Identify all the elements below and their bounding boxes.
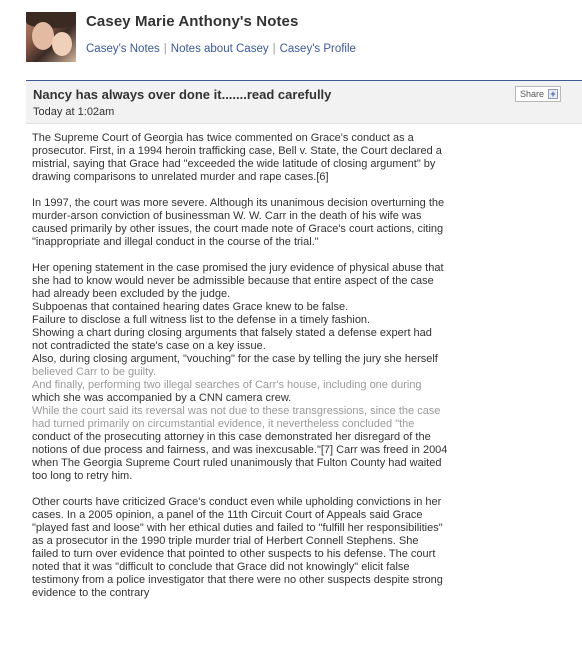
note-line: when The Georgia Supreme Court ruled unanimously that Fulton County had waited: [32, 457, 442, 469]
note-line: And finally, performing two illegal searches of Carr's house, including one during: [32, 379, 422, 391]
note-line: In 1997, the court was more severe. Although its unanimous decision overturning the: [32, 197, 445, 209]
note-line: too long to retry him.: [32, 470, 133, 482]
note-paragraph: [32, 496, 522, 600]
note-line: she had to know would never be admissible because that entire aspect of the case: [32, 275, 434, 287]
note-line: Subpoenas that contained hearing dates Grace knew to be false.: [32, 301, 349, 313]
note-line: Showing a chart during closing arguments that falsely stated a defense expert had: [32, 327, 432, 339]
note-line: While the court said its reversal was not due to these transgressions, since the case: [32, 405, 441, 417]
note-line: failed to turn over evidence that pointed to other suspects to his defense. The court: [32, 548, 436, 560]
plus-icon: +: [548, 89, 558, 99]
note-line: drawing comparisons to unrelated murder and rape cases.[6]: [32, 171, 329, 183]
note-line: Failure to disclose a full witness list to the defense in a timely fashion.: [32, 314, 371, 326]
avatar[interactable]: [26, 12, 76, 62]
note-line: Also, during closing argument, "vouching" for the case by telling the jury she herself: [32, 353, 438, 365]
note-line: murder-arson conviction of businessman W. W. Carr in the death of his wife was: [32, 210, 422, 222]
note-line: prosecutor. First, in a 1994 heroin trafficking case, Bell v. State, the Court declared a: [32, 145, 442, 157]
nav-link-notes-about-casey[interactable]: Notes about Casey: [170, 43, 269, 55]
note-paragraph: [32, 262, 522, 483]
note-line: as a prosecutor in the 1990 triple murder trial of Herbert Connell Stephens. She: [32, 535, 419, 547]
note-line: notions of due process and fairness, and was inexcusable."[7] Carr was freed in 2004: [32, 444, 448, 456]
note-line: had turned primarily on circumstantial evidence, it nevertheless concluded "the: [32, 418, 415, 430]
note-body: [32, 132, 522, 613]
note-line: believed Carr to be guilty.: [32, 366, 156, 378]
note-line: "inappropriate and illegal conduct in the course of the trial.": [32, 236, 319, 248]
note-line: noted that it was "difficult to conclude that Grace did not knowingly" elicit false: [32, 561, 410, 573]
note-line: "played fast and loose" with her ethical duties and failed to "fulfill her responsibilities": [32, 522, 443, 534]
note-timestamp: Today at 1:02am: [33, 106, 115, 118]
nav-link-casey-notes[interactable]: Casey's Notes: [86, 43, 160, 55]
share-button[interactable]: [515, 86, 561, 102]
note-line: The Supreme Court of Georgia has twice commented on Grace's conduct as a: [32, 132, 414, 144]
nav-link-casey-profile[interactable]: Casey's Profile: [279, 43, 356, 55]
note-line: mistrial, saying that Grace had "exceeded the wide latitude of closing argument" by: [32, 158, 436, 170]
note-header: [26, 81, 582, 124]
note-line: not contradicted the state's case on a key issue.: [32, 340, 266, 352]
note-line: conduct of the prosecuting attorney in this case demonstrated her disregard of the: [32, 431, 431, 443]
note-line: testimony from a police investigator that there were no other suspects despite strong: [32, 574, 443, 586]
note-paragraph: [32, 197, 522, 249]
profile-header: [0, 0, 582, 78]
note-line: evidence to the contrary: [32, 587, 150, 599]
notes-subnav: Casey's Notes | Notes about Casey | Casey's Profile: [86, 43, 356, 55]
note-paragraph: [32, 132, 522, 184]
note-title[interactable]: Nancy has always over done it.......read carefully: [33, 87, 332, 102]
note-line: caused primarily by other issues, the court made note of Grace's court actions, citing: [32, 223, 444, 235]
page-title: Casey Marie Anthony's Notes: [86, 13, 299, 30]
share-label: Share: [520, 89, 545, 99]
note-line: had already been excluded by the judge.: [32, 288, 231, 300]
note-line: Other courts have criticized Grace's conduct even while upholding convictions in her: [32, 496, 442, 508]
note-container: [26, 80, 582, 650]
note-line: cases. In a 2005 opinion, a panel of the 11th Circuit Court of Appeals said Grace: [32, 509, 423, 521]
note-line: which she was accompanied by a CNN camera crew.: [32, 392, 292, 404]
note-line: Her opening statement in the case promised the jury evidence of physical abuse that: [32, 262, 444, 274]
